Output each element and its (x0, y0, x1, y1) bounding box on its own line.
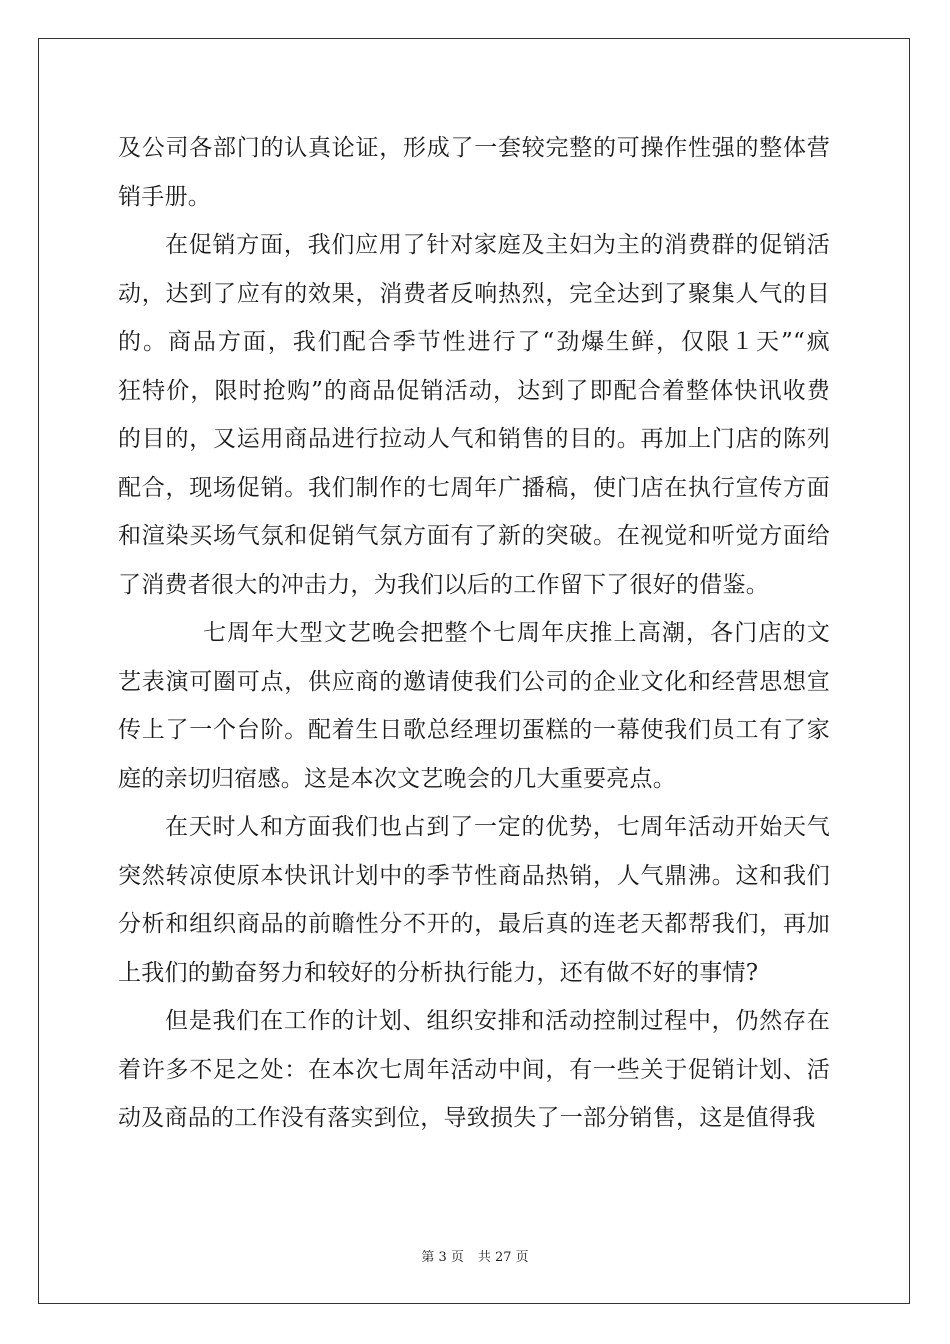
document-body (118, 124, 830, 1143)
text-line: 着许多不足之处：在本次七周年活动中间，有一些关于促销计划、活 (118, 1056, 830, 1083)
paragraph (118, 997, 830, 1143)
page-footer (0, 1246, 950, 1265)
text-line: 狂特价，限时抢购”的商品促销活动，达到了即配合着整体快讯收费 (118, 377, 830, 404)
text-line: 但是我们在工作的计划、组织安排和活动控制过程中，仍然存在 (165, 1008, 830, 1034)
text-line: 动，达到了应有的效果，消费者反响热烈，完全达到了聚集人气的目 (118, 280, 830, 307)
text-line: 分析和组织商品的前瞻性分不开的，最后真的连老天都帮我们，再加 (118, 911, 830, 937)
text-line: 的。商品方面，我们配合季节性进行了“劲爆生鲜，仅限１天”“疯 (118, 329, 830, 355)
text-line: 在天时人和方面我们也占到了一定的优势，七周年活动开始天气 (165, 814, 830, 840)
paragraph (118, 609, 830, 803)
text-line: 动及商品的工作没有落实到位，导致损失了一部分销售，这是值得我 (118, 1105, 816, 1131)
text-line: 和渲染买场气氛和促销气氛方面有了新的突破。在视觉和听觉方面给 (118, 523, 830, 549)
text-line: 上我们的勤奋努力和较好的分析执行能力，还有做不好的事情? (118, 959, 759, 986)
paragraph (118, 221, 830, 609)
text-line: 在促销方面，我们应用了针对家庭及主妇为主的消费群的促销活 (165, 232, 830, 258)
text-line: 庭的亲切归宿感。这是本次文艺晚会的几大重要亮点。 (118, 765, 676, 792)
text-line: 七周年大型文艺晚会把整个七周年庆推上高潮，各门店的文 (203, 620, 830, 646)
paragraph (118, 803, 830, 997)
text-line: 了消费者很大的冲击力，为我们以后的工作留下了很好的借鉴。 (118, 571, 769, 598)
text-line: 销手册。 (118, 183, 211, 210)
text-line: 艺表演可圈可点，供应商的邀请使我们公司的企业文化和经营思想宣 (118, 668, 830, 695)
text-line: 突然转凉使原本快讯计划中的季节性商品热销，人气鼎沸。这和我们 (118, 862, 830, 889)
paragraph (118, 124, 830, 221)
text-line: 及公司各部门的认真论证，形成了一套较完整的可操作性强的整体营 (118, 135, 830, 161)
text-line: 配合，现场促销。我们制作的七周年广播稿，使门店在执行宣传方面 (118, 474, 830, 501)
text-line: 传上了一个台阶。配着生日歌总经理切蛋糕的一幕使我们员工有了家 (118, 717, 830, 743)
text-line: 的目的，又运用商品进行拉动人气和销售的目的。再加上门店的陈列 (118, 426, 830, 452)
page-total: 共 27 页 (477, 1250, 529, 1265)
page-number: 第 3 页 (421, 1250, 464, 1265)
